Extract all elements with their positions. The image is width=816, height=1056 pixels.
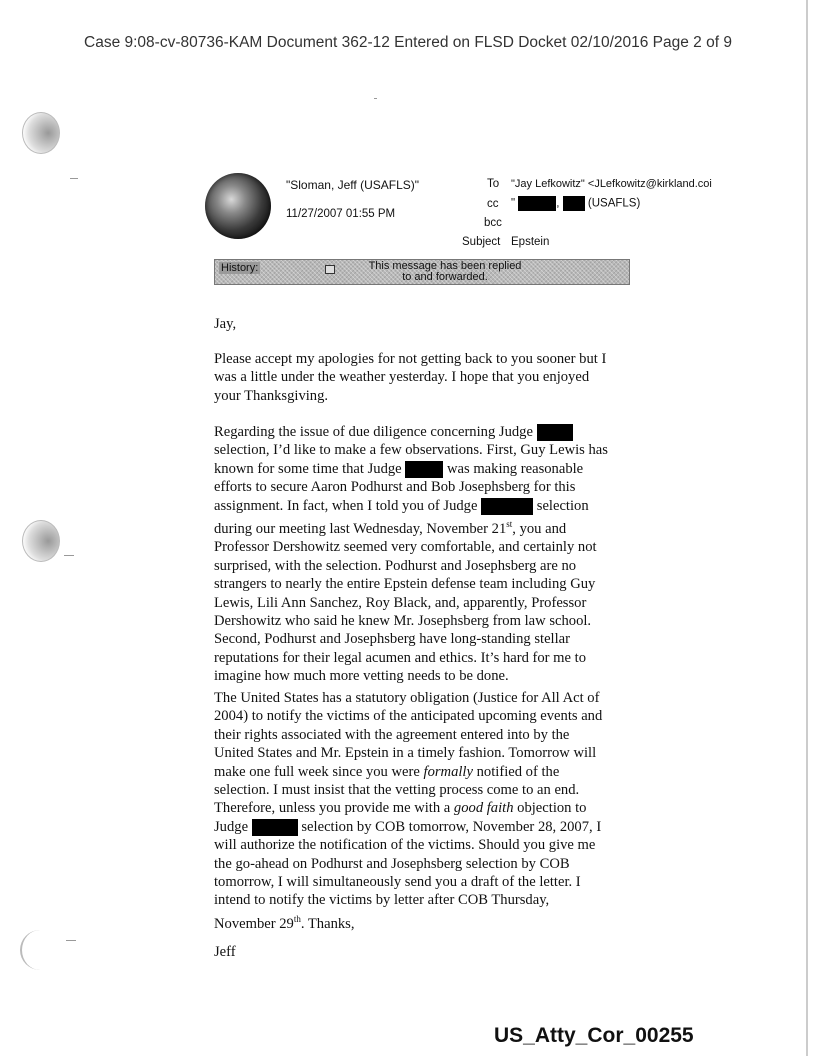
history-message-line: This message has been replied: [368, 260, 522, 272]
cc-value-row[interactable]: " , (USAFLS): [511, 197, 641, 210]
emphasis: good faith: [453, 800, 514, 817]
text-line: [214, 460, 654, 478]
text-line: Professor Dershowitz seemed very comfortable, and certainly not: [214, 539, 597, 556]
redaction-block: [537, 424, 573, 441]
history-bar: [214, 259, 630, 285]
cc-value: (USAFLS): [587, 197, 641, 210]
redaction-block: [518, 196, 556, 211]
cc-label: cc: [487, 198, 499, 210]
history-message: [335, 261, 555, 283]
text-segment: November 29: [214, 915, 294, 932]
text-line: 2004) to notify the victims of the anticipated upcoming events and: [214, 708, 603, 725]
sender-name: "Sloman, Jeff (USAFLS)": [286, 178, 420, 192]
paragraph-2: [214, 423, 654, 686]
sent-date: 11/27/2007 01:55 PM: [286, 208, 396, 220]
redaction-block: [481, 498, 533, 515]
bcc-label: bcc: [484, 217, 502, 229]
greeting: Jay,: [214, 316, 237, 332]
text-line: selection, I’d like to make a few observations. First, Guy Lewis has: [214, 442, 608, 459]
text-line: Dershowitz who said he knew Mr. Josephsberg from law school.: [214, 612, 592, 629]
text-segment: selection: [536, 497, 589, 514]
signoff: Jeff: [214, 944, 236, 960]
scan-speck: [70, 178, 78, 179]
text-segment: Judge: [214, 818, 249, 835]
superscript: th: [293, 913, 301, 924]
scan-speck: [374, 98, 377, 99]
text-line: your Thanksgiving.: [214, 387, 329, 404]
hole-punch-mark: [20, 930, 52, 970]
text-line: The United States has a statutory obligation (Justice for All Act of: [214, 690, 600, 706]
text-line: will authorize the notification of the victims. Should you give me: [214, 837, 596, 854]
text-segment: during our meeting last Wednesday, November 21: [214, 520, 507, 537]
redaction-block: [252, 819, 298, 836]
text-segment: was making reasonable: [446, 460, 584, 477]
scan-speck: [66, 940, 76, 941]
redaction-block: [563, 196, 585, 211]
history-message-line: to and forwarded.: [402, 271, 488, 283]
text-line: intend to notify the victims by letter after COB Thursday,: [214, 892, 550, 909]
text-line: [214, 423, 654, 441]
hole-punch-mark: [22, 112, 60, 154]
text-segment: selection by COB tomorrow, November 28, 2007, I: [301, 818, 602, 835]
text-segment: make one full week since you were: [214, 763, 420, 780]
text-segment: known for some time that Judge: [214, 460, 402, 477]
emphasis: formally: [423, 763, 473, 780]
text-segment: , you and: [512, 520, 567, 537]
text-line: reputations for their legal acumen and ethics. It’s hard for me to: [214, 649, 587, 666]
text-line: [214, 763, 654, 781]
text-line: [214, 910, 654, 933]
paragraph-3: [214, 689, 654, 933]
text-segment: assignment. In fact, when I told you of Judge: [214, 497, 478, 514]
redaction-block: [405, 461, 443, 478]
to-label: To: [487, 178, 500, 190]
text-segment: notified of the: [472, 763, 560, 780]
paragraph-1: [214, 350, 654, 405]
sender-avatar: [205, 173, 271, 239]
subject-label: Subject: [462, 236, 501, 248]
text-line: Please accept my apologies for not getting back to you sooner but I: [214, 351, 607, 367]
text-line: Second, Podhurst and Josephsberg have long-standing stellar: [214, 631, 571, 648]
scan-speck: [64, 555, 74, 556]
text-line: Lewis, Lili Ann Sanchez, Roy Black, and, apparently, Professor: [214, 594, 587, 611]
text-segment: Regarding the issue of due diligence concerning Judge: [214, 424, 533, 440]
text-line: tomorrow, I will simultaneously send you a draft of the letter. I: [214, 874, 581, 891]
superscript: st: [506, 519, 513, 530]
cc-quote: ": [511, 197, 516, 210]
text-line: strangers to nearly the entire Epstein defense team including Guy: [214, 576, 596, 593]
to-value[interactable]: "Jay Lefkowitz" <JLefkowitz@kirkland.coi: [511, 178, 712, 190]
case-header: Case 9:08-cv-80736-KAM Document 362-12 Entered on FLSD Docket 02/10/2016 Page 2 of 9: [84, 34, 732, 51]
text-line: surprised, with the selection. Podhurst and Josephsberg are no: [214, 557, 577, 574]
text-line: [214, 799, 654, 817]
history-label: History:: [221, 262, 259, 274]
text-line: selection. I must insist that the vetting process come to an end.: [214, 782, 580, 799]
text-line: their rights associated with the agreement entered into by the: [214, 726, 570, 743]
text-line: efforts to secure Aaron Podhurst and Bob Josephsberg for this: [214, 479, 576, 496]
text-line: was a little under the weather yesterday. I hope that you enjoyed: [214, 369, 590, 386]
text-line: [214, 515, 654, 538]
text-line: [214, 818, 654, 836]
hole-punch-mark: [22, 520, 60, 562]
text-line: imagine how much more vetting needs to be done.: [214, 668, 509, 685]
text-segment: objection to: [513, 800, 587, 817]
bates-number: US_Atty_Cor_00255: [494, 1024, 694, 1047]
subject-value: Epstein: [511, 236, 550, 248]
text-line: the go-ahead on Podhurst and Josephsberg selection by COB: [214, 855, 570, 872]
text-segment: . Thanks,: [300, 915, 355, 932]
text-line: [214, 497, 654, 515]
reply-forward-icon: [325, 265, 335, 274]
page-edge: [806, 0, 808, 1056]
text-line: United States and Mr. Epstein in a timely fashion. Tomorrow will: [214, 745, 597, 762]
text-segment: Therefore, unless you provide me with a: [214, 800, 451, 817]
